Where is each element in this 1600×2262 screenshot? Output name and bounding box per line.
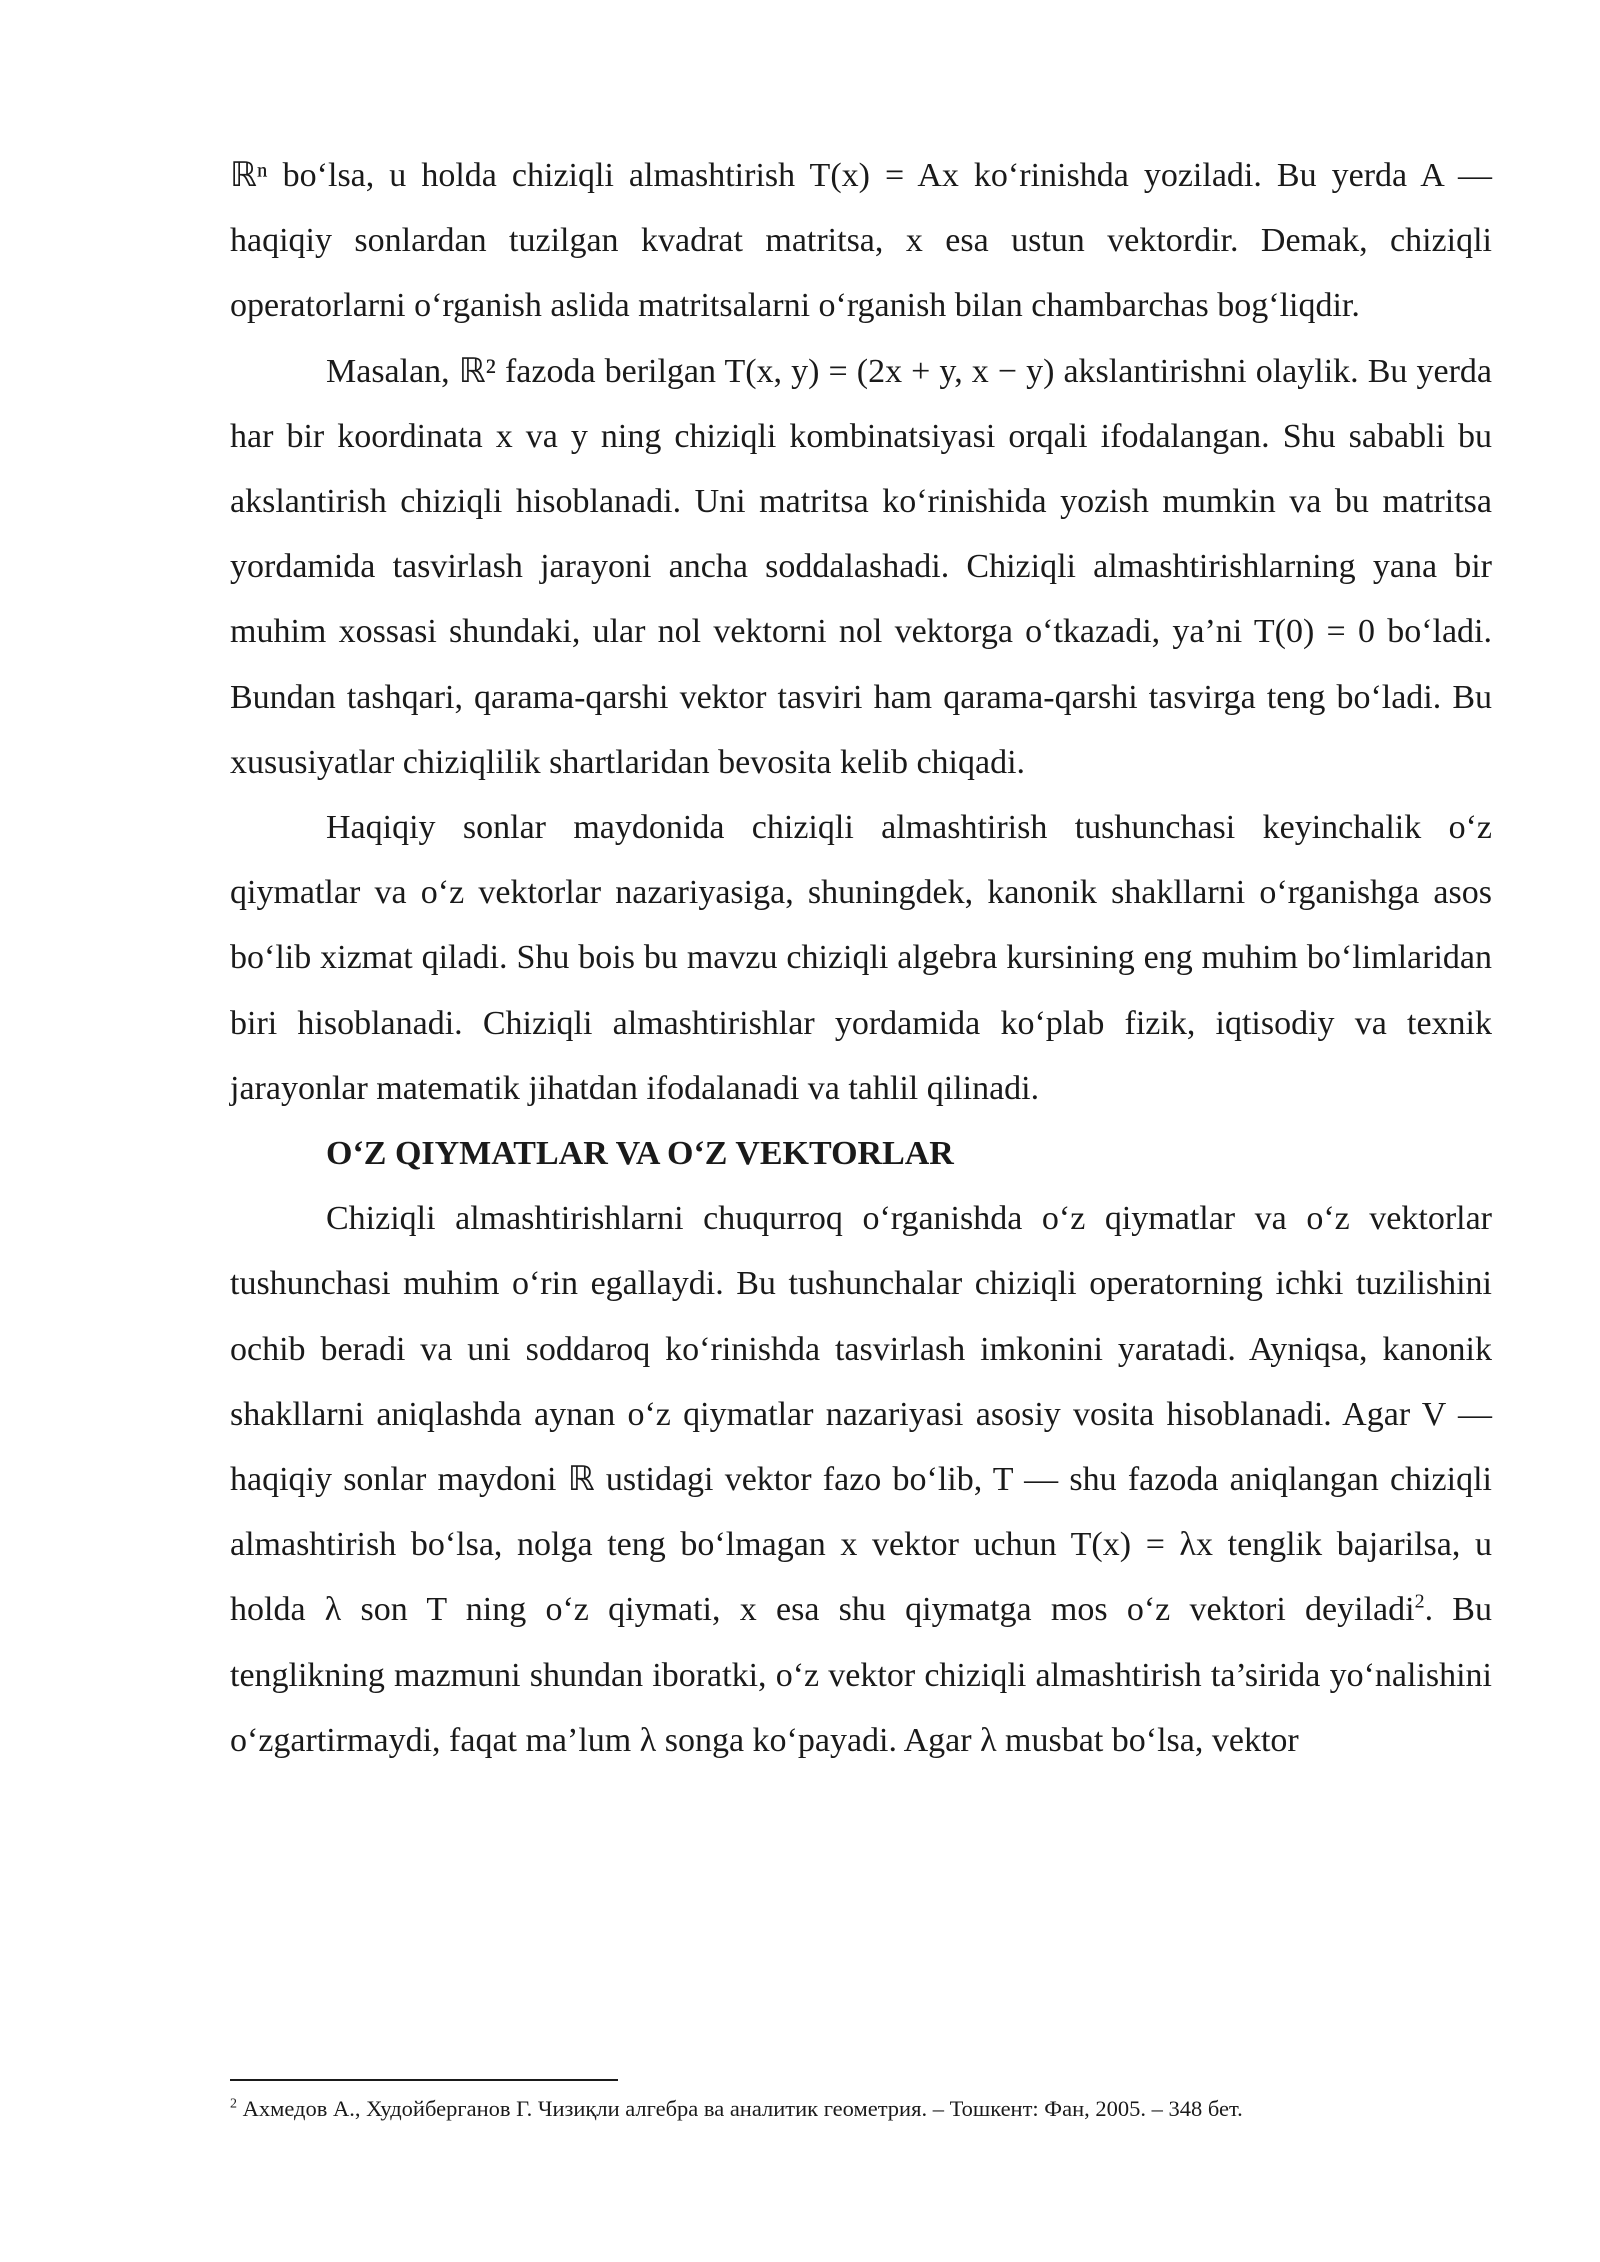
paragraph-1: ℝⁿ bo‘lsa, u holda chiziqli almashtirish T(x) = Ax ko‘rinishda yoziladi. Bu yerda A — haqiqiy sonlardan tuzilgan kvadrat matritsa, x esa ustun vektordir. Demak, chiziqli operatorlarni o‘rganish aslida matritsalarni o‘rganish bilan chambarchas bog‘liqdir. <box>230 157 1492 325</box>
paragraph-4-text: Chiziqli almashtirishlarni chuqurroq o‘rganishda o‘z qiymatlar va o‘z vektorlar tushunchasi muhim o‘rin egallaydi. Bu tushunchalar chiziqli operatorning ichki tuzilishini ochib beradi va uni soddaroq ko‘rinishda tasvirlash imkonini yaratadi. Ayniqsa, kanonik shakllarni aniqlashda aynan o‘z qiymatlar nazariyasi asosiy vosita hisoblanadi. Agar V — haqiqiy sonlar maydoni ℝ ustidagi vektor fazo bo‘lib, T — shu fazoda aniqlangan chiziqli almashtirish bo‘lsa, nolga teng bo‘lmagan x vektor uchun T(x) = λx tenglik bajarilsa, u holda λ son T ning o‘z qiymati, x esa shu qiymatga mos o‘z vektori deyiladi <box>230 1200 1492 1629</box>
body-text <box>230 143 1492 1773</box>
paragraph-3: Haqiqiy sonlar maydonida chiziqli almashtirish tushunchasi keyinchalik o‘z qiymatlar va o‘z vektorlar nazariyasiga, shuningdek, kanonik shakllarni o‘rganishga asos bo‘lib xizmat qiladi. Shu bois bu mavzu chiziqli algebra kursining eng muhim bo‘limlaridan biri hisoblanadi. Chiziqli almashtirishlar yordamida ko‘plab fizik, iqtisodiy va texnik jarayonlar matematik jihatdan ifodalanadi va tahlil qilinadi. <box>230 809 1492 1107</box>
footnote-reference[interactable]: 2 <box>1414 1591 1425 1614</box>
footnote-text: Ахмедов А., Худойберганов Г. Чизиқли алгебра ва аналитик геометрия. – Тошкент: Фан, 2005. – 348 бет. <box>237 2096 1243 2121</box>
section-heading: O‘Z QIYMATLAR VA O‘Z VEKTORLAR <box>326 1135 954 1173</box>
paragraph-4-continuation: . Bu tenglikning mazmuni shundan iboratki, o‘z vektor chiziqli almashtirish ta’sirida yo‘nalishini o‘zgartirmaydi, faqat ma’lum λ songa ko‘payadi. Agar λ musbat bo‘lsa, vektor <box>230 1591 1492 1759</box>
footnote-marker: 2 <box>230 2096 237 2112</box>
footnote-separator <box>230 2079 618 2081</box>
paragraph-4 <box>230 1186 1492 1773</box>
paragraph-2: Masalan, ℝ² fazoda berilgan T(x, y) = (2x + y, x − y) akslantirishni olaylik. Bu yerda har bir koordinata x va y ning chiziqli kombinatsiyasi orqali ifodalangan. Shu sababli bu akslantirish chiziqli hisoblanadi. Uni matritsa ko‘rinishida yozish mumkin va bu matritsa yordamida tasvirlash jarayoni ancha soddalashadi. Chiziqli almashtirishlarning yana bir muhim xossasi shundaki, ular nol vektorni nol vektorga o‘tkazadi, ya’ni T(0) = 0 bo‘ladi. Bundan tashqari, qarama-qarshi vektor tasviri ham qarama-qarshi tasvirga teng bo‘ladi. Bu xususiyatlar chiziqlilik shartlaridan bevosita kelib chiqadi. <box>230 352 1492 781</box>
footnote <box>230 2094 1492 2124</box>
